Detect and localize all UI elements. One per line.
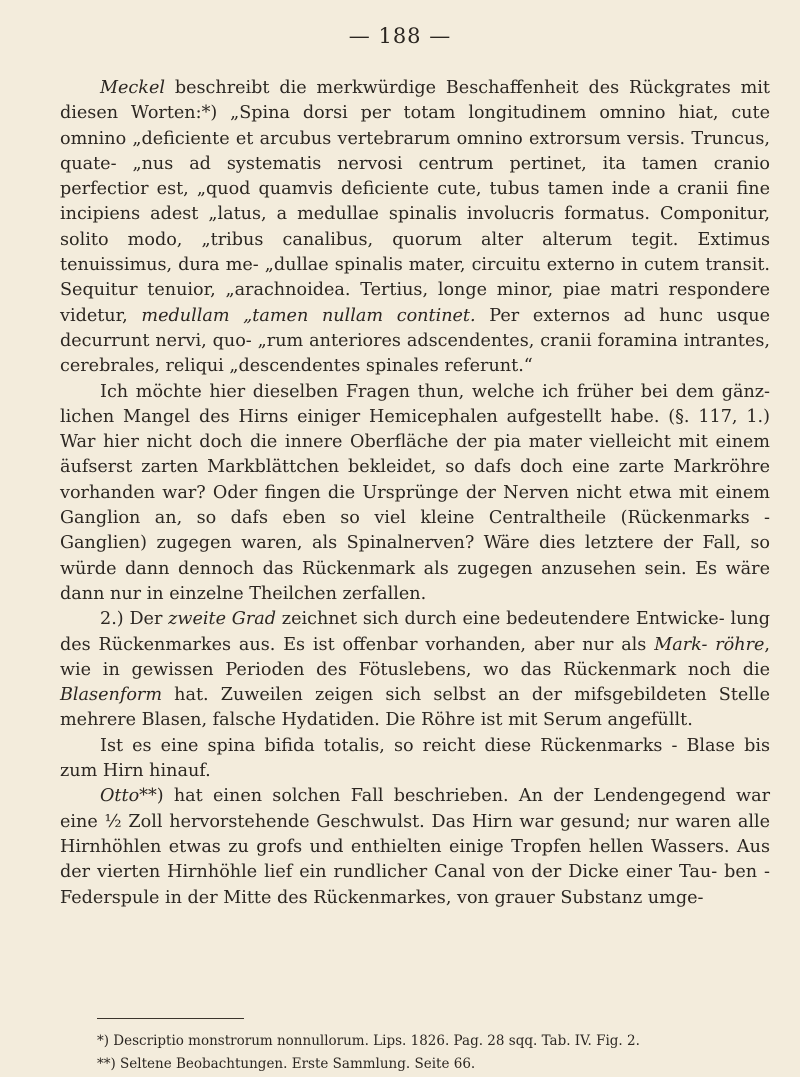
footnote: **) Seltene Beobachtungen. Erste Sammlung. Seite 66.	[97, 1056, 476, 1072]
text-run: , wie in gewissen Perioden des Fötuslebens, wo das Rückenmark noch die	[60, 634, 770, 680]
italic-text: Otto	[100, 786, 140, 807]
text-run: Ich möchte hier dieselben Fragen thun, welche ich früher bei dem gänz- lichen Mangel des Hirns einiger Hemicephalen aufgestellt habe. (§. 117, 1.) War hier nicht doch die innere Oberfläche der pia mater vielleicht mit einem äufserst zarten Markblättchen bekleidet, so dafs doch eine zarte Markröhre vorhanden war? Oder fingen die Ursprünge der Nerven nicht etwa mit einem Ganglion an, so dafs eben so viel kleine Centraltheile (Rückenmarks - Ganglien) zugegen waren, als Spinalnerven? Wäre dies letztere der Fall, so würde dann dennoch das Rückenmark als zugegen anzusehen sein. Es wäre dann nur in einzelne Theilchen zerfallen.	[60, 381, 770, 604]
paragraph	[60, 607, 770, 733]
italic-text: Blasenform	[60, 685, 163, 706]
italic-text: zweite Grad	[168, 609, 277, 630]
italic-text: Meckel	[100, 78, 165, 98]
page-number: — 188 —	[348, 24, 452, 48]
body-text	[60, 76, 770, 911]
footnotes	[97, 1030, 777, 1076]
footnote: *) Descriptio monstrorum nonnullorum. Lips. 1826. Pag. 28 sqq. Tab. IV. Fig. 2.	[97, 1033, 640, 1049]
text-run: Ist es eine spina bifida totalis, so reicht diese Rückenmarks - Blase bis zum Hirn hinauf.	[60, 735, 770, 782]
text-run: Per externos ad hunc usque decurrunt nervi, quo- „rum anteriores adscendentes, cranii foramina intrantes, cerebrales, reliqui „descendentes spinales referunt.“	[60, 305, 770, 377]
text-run: hat. Zuweilen zeigen sich selbst an der mifsgebildeten Stelle mehrere Blasen, falsche Hydatiden. Die Röhre ist mit Serum angefüllt.	[60, 685, 770, 731]
paragraph	[60, 784, 770, 910]
footnote-rule	[97, 1018, 244, 1019]
text-run: zeichnet sich durch eine bedeutendere Entwicke- lung des Rückenmarkes aus. Es ist offenbar vorhanden, aber nur als	[60, 609, 770, 655]
text-run: **) hat einen solchen Fall beschrieben. An der Lendengegend war eine ½ Zoll hervorstehende Geschwulst. Das Hirn war gesund; nur waren alle Hirnhöhlen etwas zu grofs und enthielten einige Tropfen hellen Wassers. Aus der vierten Hirnhöhle lief ein rundlicher Canal von der Dicke einer Tau- ben - Federspule in der Mitte des Rückenmarkes, von grauer Substanz umge-	[60, 786, 770, 908]
paragraph	[60, 380, 770, 608]
text-run: beschreibt die merkwürdige Beschaffenheit des Rückgrates mit diesen Worten:*) „Spina dorsi per totam longitudinem omnino hiat, cute omnino „deficiente et arcubus vertebrarum omnino extrorsum versis. Truncus, quate- „nus ad systematis nervosi centrum pertinet, ita tamen cranio perfectior est, „quod quamvis deficiente cute, tubus tamen inde a cranii fine incipiens adest „latus, a medullae spinalis involucris formatus. Componitur, solito modo, „tribus canalibus, quorum alter alterum tegit. Extimus tenuissimus, dura me- „dullae spinalis mater, circuitu externo in cutem transit. Sequitur tenuior, „arachnoidea. Tertius, longe minor, piae matri respondere videtur,	[60, 78, 770, 326]
italic-text: Mark- röhre	[654, 634, 765, 655]
italic-text: medullam „tamen nullam continet.	[141, 305, 476, 326]
text-run: 2.) Der	[100, 609, 169, 630]
paragraph	[60, 76, 770, 380]
paragraph	[60, 734, 770, 785]
